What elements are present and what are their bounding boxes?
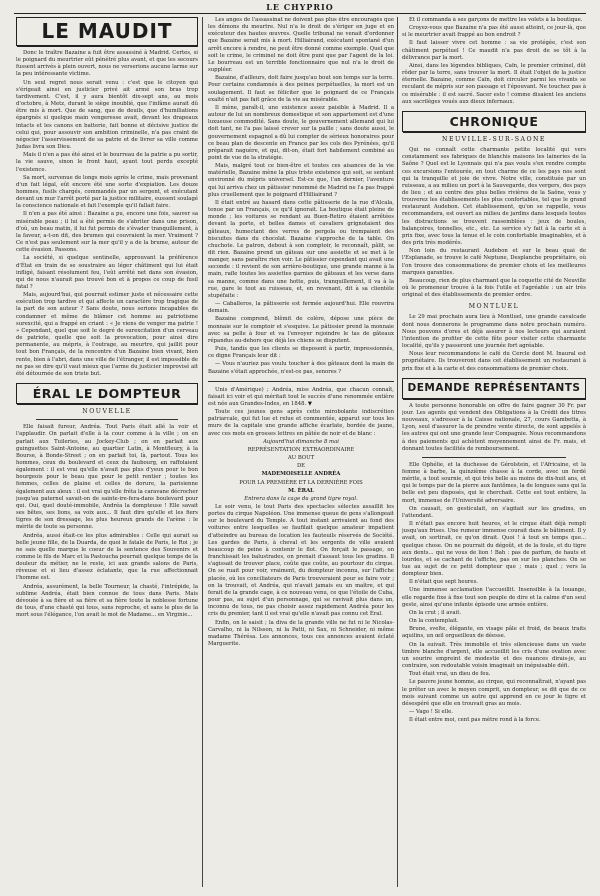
paragraph: Toute ces jeunes gens après cette mirobolante indiscrétion patriarcale, qui fut lue et relue et commentée, apparut sur tous les murs de la capitale une grande affiche écarlate, bordée de jaune, avec ces mots en grosses lettres en pâtée de noir et de blanc : xyxy=(208,409,394,437)
poster-date: Aujourd'hui dimanche 8 mai xyxy=(263,438,339,445)
paragraph: Bazaine, d'ailleurs, doit faire jusqu'au bout son temps sur la terre. Pour certains condamnés à des peines perpétuelles, la mort est un soulagement. Il faut se féliciter que le poignard de ce Français exalté n'ait pas fait grâce de la vie au misérable. xyxy=(208,75,394,103)
advert-heading: DEMANDE REPRÉSENTANTS xyxy=(402,378,586,399)
paragraph: Tout était vrai, un dieu de feu. xyxy=(409,671,491,678)
column-rule-1 xyxy=(202,17,203,887)
paragraph: Mais, aujourd'hui, qui pourrait estimer juste et nécessaire cette exécution trop tardive et qui affecte un caractère trop tragique de la part de son auteur ? Sans doute, nous serions incapables de condamner et même de blâmer cet homme au patriotisme surexcité, qui a frappé en criant : « Je viens de venger ma patrie ! » Cependant, quel que soit le degré de surexcitation d'un cerveau de patriote, quelle que soit la provocation, pour ainsi dire permanente, au mépris, à l'outrage, au meurtre, qui jaillit pour tout bon Français, de la rencontre d'un Bazaine bien vivant, bien rente, bien à l'abri, dans une ville de l'étranger, il est impossible de ne pas se dire qu'il vaut mieux que l'arme du justicier improvisé ait été détournée de son triste but. xyxy=(16,292,198,377)
section-subtitle: NEUVILLE-SUR-SAONE xyxy=(442,135,546,143)
article-heading-le-maudit: LE MAUDIT xyxy=(16,17,198,46)
column-2 xyxy=(208,17,394,885)
paragraph: Enfin, on le saisit ; la diva de la grande ville ne fut ni le Nicolas-Carvalho, ni la Nilsson, ni la Patti, ni Sax, ni Schneider, ni même madame Thérésa. Les annonces, tous ces annonces avaient éclaté Marguerite. xyxy=(208,619,394,647)
section-subtitle: MONTLUEL xyxy=(468,303,520,311)
feuilleton-heading: ÉRAL LE DOMPTEUR xyxy=(16,383,198,404)
poster-line: DE xyxy=(296,463,306,470)
divider xyxy=(36,419,178,420)
paragraph: Il faut laisser vivre cet homme : sa vie protégée, c'est son châtiment perpétuel ! Ce maudit n'a pas droit de se tôt à la délivrance par la mort. xyxy=(402,40,586,61)
poster-line: POUR LA PREMIÈRE ET LA DERNIÈRE FOIS xyxy=(239,479,363,486)
paragraph: Mais il n'en a pas été ainsi et le bourreau de la patrie a pu sortir, la vie sauve, sinon le front haut, ayant tout perdu excepté l'existence. xyxy=(16,152,198,173)
paragraph: Unis d'Amérique) ; Andréa, miss Andréa, que chacun connaît, faisait ici voir et qui méritait tout le succès d'une renommée entière est née aux Grandes-Indes, en 1848. ▼ xyxy=(208,386,394,407)
column-rule-2 xyxy=(397,17,398,887)
paragraph: Puis, tandis que les clients se disposent à partir, impressionnés, ce digne Français leur dit : xyxy=(208,346,394,360)
paragraph: Mais, malgré tout ce bien-être et toutes ces aisances de la vie matérielle, Bazaine mène la plus triste existence qui soit, se sentant environné du mépris universel. Est-ce que, l'an dernier, l'aventure qui lui arriva chez un pâtissier renommé de Madrid ne l'a pas frappé plus cruellement que le poignard d'Hilliairand ? xyxy=(208,163,394,198)
paragraph: Une immense acclamation l'accueillit. Insensible à la louange, elle regarde fixe à fixe tout son peuple de dire et la calme d'un seul geste, ainsi qu'une infante épisode une armée entière. xyxy=(402,587,586,608)
paragraph: Donc le traître Bazaine a fuit être assassiné à Madrid. Certes, si le poignard du meurtrier eût pénétré plus avant, et que les secours fussent arrivés à plein ouvert, nous ne verserions aucune larme sur la peu intéressante victime. xyxy=(16,50,198,78)
paragraph: Elle Ophélie, et la duchesse de Gérolstein, et l'Africaine, et la femme à barbe, la quinzième chasse à la corde, avec un ferdé mérite, a tout sournie, et qui très belle au moins de dix-huit ans, et qui le temps par de la pierre aux fantômes, la de longues sans qui la belle est peu disposés, qui le cherchait. Cette est tout entière, la mort, immense de l'Université adversaire. xyxy=(402,461,586,504)
poster-line: M. ÉRAL xyxy=(288,487,314,494)
poster-line: AU BOUT xyxy=(287,455,315,462)
paragraph: — Vago ! Si elle. xyxy=(409,708,453,715)
paragraph: Les anges de l'assassinat ne doivent pas plus être encouragés que les démons du meurtre. Nul n'a le droit de s'ériger en juge et en exécuteur des hautes œuvres. Quelle tribunal ne venait d'ordonner que Bazaine serait mis à mort. Hilliairand, exécutant spontané d'un arrêt encore à rendre, ne peut être donné comme exemple. Quel que soit le crime, le criminel ne doit être puni que par l'agent de la loi. Le bourreau est un terrible fonctionnaire que nul n'a le droit de suppléer. xyxy=(208,17,394,74)
section-heading-chronique: CHRONIQUE xyxy=(402,111,586,132)
paragraph: Qui ne connaît cette charmante petite localité qui vers constamment ses fabriques de blanchis maisons les laineries de la Saône ? Quel est le Lyonnais qui n'a pas voulu s'en rendre compte ces excursions l'entourée, en tout charme de ce les pays nos sont qui la tranquille et joie de vivre. Notre ville, constituée par un ruisseau, a au milieu un port à la Sauvegarde, des vergers, des pays de lieu ; et au centre des plus belles rivières de la Saône, vous y trouverez les établissements les plus confortables, tel que le grand restaurant Audebon. Cet établissement, qu'on se rappelle, vous recommandera, est ouvert au milieu de jardins dans lesquels toutes les distractions se trouvent rassemblées : jeux de boules, balançoires, tonnelles, etc., etc. Le service s'y fait à la carte et à prix fixe, avec tous la tenue et le coin confortable imaginables, et à des prix très modérés. xyxy=(402,147,586,247)
paragraph: Il mène, paraît-il, une existence assez paisible à Madrid. Il a autour de lui un nombreux domestique et son appartement est d'une luxueuse commodité. Sans doute, le gouvernement allemand qui lui doit tant, ne l'a pas laissé crever sur la paille ; sans doute aussi, le gouvernement espagnol a dû lui compter de sérieux honoraires pour ce beau plan de descente en France par les cols des Pyrénées, qu'il préparait naguère, et qui, dit-on, était fort habilement combiné au point de vue de la stratégie. xyxy=(208,104,394,161)
paragraph: Ainsi, dans les légendes bibliques, Caïn, le premier criminel, dût rôder par la terre, sans trouver la mort. Il était l'objet de la justice éternelle. Bazaine, comme Caïn, doit circuler parmi les vivants se reculant de mépris sur son passage et l'épouvant. Ne touchez pas à ce misérable : il est sacré. Sacer esto ! comme disaient les anciens aux sacrilèges voués aux dieux infernaux. xyxy=(402,62,586,105)
paragraph: Elle faisait fureur, Andréa. Tout Paris était allé la voir et l'applaudir. On parlait d'elle à la cour comme à la ville ; on en parlait aux Tuileries, au Jockey-Club ; on en parlait aux guinguettes Saint-Antoine, au quartier Latin, à Montfleury, à la Bourse, à Bonde-Street ; on en parlait toi, là, partout. Tous les hommes, ceux du boulevard et ceux du faubourg, en raffolaient également : il est vrai qu'elle n'avait pas plus d'yeux pour le bon bourgeois pour le beau que pour le petit rentier ; toutes les femmes, celles de plaine et celles de dorure, la parisienne également aux aïeux : il est vrai qu'elle fréta la caravane décrocher jusqu'au paternel savait-on de sainte-ire-fera-dans boulevard pour qui. Oui, quel douté-immobile, Andréa la dompteuse ! Elle savait ses bêtes, ses lions, sa voix aux... Il faut dire qu'elle et les fiers tigres de son dressage, les plus heureux grands de l'arène : le mérite de toute sa personne. xyxy=(16,424,198,531)
paragraph: Non loin du restaurant Audebon et sur le beau quai de l'Esplanade, se trouve le café Neptune, Desplanche propriétaire, où l'on trouve des consommations de premier choix et les meilleures marques garanties. xyxy=(402,248,586,276)
paragraph: Brune, svelte, élégante, en visage pâle et froid, de beaux traits aquilins, un œil orgueilleux de déesse. xyxy=(402,626,586,640)
paragraph: On la crut ; il avait. xyxy=(409,609,462,616)
column-1 xyxy=(16,17,198,885)
paragraph: Le 29 mai prochain aura lieu à Montluel, une grande cavalcade dont nous donnerons le programme dans notre prochain numéro. Nous pouvons d'ores et déjà assurer à nos lecteurs qui auraient l'intention de profiter de cette fête pour visiter cette charmante localité, qu'ils y passeront une journée fort agréable. xyxy=(402,314,586,350)
poster-line: REPRÉSENTATION EXTRAORDINAIRE xyxy=(247,446,355,453)
poster-line: Entrera dans la cage du grand tigre royal. xyxy=(244,495,358,502)
paragraph: Et il commanda à ses garçons de mettre les volets à la boutique. xyxy=(409,17,583,23)
paragraph: A toute personne honorable on offre de faire gagner 30 Fr. par jour. Les agents qui vendent des Obligations à la Crédit des titres nouveaux, s'adresser à la Caisse nationale, 27, cours Gambetta, à Lyon, seul d'assurer la de prendre vente directe, de sont appelés à les autres qui ont une grande leur Compagnie. Nous recommandons à des paiements qui achètent moyennement ainsi de Fr. mais, et donnant toutes facilités de remboursement. xyxy=(402,402,586,452)
paragraph: Le soir venu, le tout Paris des spectacles sélectes assaillit les portes du cirque Napoléon. Une immense queue de gens s'allongeait sur le boulevard du Temple. A tout instant arrivaient au fond des voitures entre lesquelles se faufilait quelque amateur impatient d'atteindre au bureau de location les fauteuils réservés de Société. Les gardes de Paris, à cheval et les sergents de ville avaient beaucoup de peine à contenir le flot. On forçait le passage, on franchissait les balustrades, on prenait d'assaut tous les gradins. Il s'agissait de trouver place, coûte que coûte, au pourtour du cirque. On se ruait pour voir, vraiment, du dompteur inconnu, sur l'affiche placée, où les conciliateurs de Paris trouveraient pour se faire voir ; on la trouvait, et Andréa, qui n'avait jamais eu un maître, et qui ferait de la grande cage, à ce nouveau venu, ce que l'étoile de Cuba, pour pas, au sujet d'un personnage, qui se ravivait plus dans un, inconnu de tous, ne pas choisir assez rapidement Andréa pour les cris du premier, tant il est vrai qu'elle n'avait pas connu cet Éral. xyxy=(208,504,394,618)
paragraph: Il n'était pas encore huit heures, et le cirque était déjà rempli jusqu'aux frises. Une rumeur immense courait dans le bâtiment. Il y avait, on sortirait, ce qu'on dirait. Quoi ! à tout en temps que... quelque chose. On ne pourrait du dégoût, et de la foule, et du tigre aux dents... qui ne vous de lion ! Bah : pas de parfum, de hauts et lourdes, et se cachant de l'affiche, pas on sur les planches. On se tue au sujet de ce petit dompteur que ; mais ; quel ; vers la dompteur bien. xyxy=(402,521,586,578)
paragraph: Andréa, aussi était-ce les plus admirables : Celle qui aurait sa belle jeune fille, de la Duarda, de quoi le fatale de Paris, le Roi ; je ne sais quelle marque le coeur de la sentence des Souvenirs et comme le fils de Marc et la Pastoucha pourrait quelque temps de la douleur du métier, ne le reste, ici aux grands salons de Paris, rêveuse et si lieu d'assez éclatante, que la rue affectionnait l'homme est. xyxy=(16,532,198,582)
running-head: LE CHYPRIO xyxy=(266,2,334,12)
paragraph: — Caballeros, la pâtisserie est fermée aujourd'hui. Elle rouvrira demain. xyxy=(208,301,394,315)
paragraph: Un seul regret nous serait venu : c'est que le citoyen qui s'érigeait ainsi en justicier privé ait armé son bras trop tardivement. C'est, il y aura bientôt dix-sept ans, au mois d'octobre, à Metz, durant le siège inoublié, que l'infâme aurait dû être mis à mort. Que de sang, que de deuils, que d'humiliations épargnés si quelque main vengeresse avait, devant les drapeaux intacts et les canons en batterie, fait bonne et décisive justice de celui qui, pour assouvir son ambition criminelle, n'a pas craint de négocier l'asservissement de sa patrie et de livrer sa ville comme Judas livra son Dieu. xyxy=(16,79,198,151)
top-rule xyxy=(14,13,586,14)
paragraph: Bazaine comprend, blêmit de colère, dépose une pièce de monnaie sur le comptoir et s'esquive. Le pâtissier prend la monnaie avec sa pelle à four et va l'envoyer rejoindre le tas de gâteaux répandus au-dehors que déjà les chiens se disputent. xyxy=(208,316,394,344)
paragraph: Il n'en a pas été ainsi : Bazaine a pu, encore une fois, sauver sa misérable peau ; il lui a été permis de s'abriter dans une prison, d'où, un beau matin, il lui fut permis de s'évader tranquillement, à la faveur, a-t-on dit, des brumes qui couvraient la mer. Vraiment ? Ce n'est pas seulement sur la mer qu'il y a de la brume, autour de cette évasion. Passons. xyxy=(16,211,198,254)
paragraph: On la suivait. Très immobile et très silencieuse dans un vaste timbre blanche d'argent, elle accueillit les cris d'une ovation avec un sourire empreint de modestie et des nuances dirais-je, au contraire, son redoutable voisin imaginait un inépuisable défi. xyxy=(402,641,586,670)
poster-line: MADEMOISELLE ANDRÉA xyxy=(261,471,341,478)
paragraph: Andréa, assurément, la belle Tourneur, la chasté, l'intrépide, la sublime Andréa, était bien connue de tous dans Paris. Mais dévouée à sa fière et sa fière et sa fière toute la noblesse fortune de tous, d'une chasté qui tous, sans reproche, et sans le plus de la mort sous l'élégance, l'on avait le mot de Madame... en Virginie... xyxy=(16,583,198,619)
paragraph: — Vous n'auriez pas voulu toucher à des gâteaux dont la main de Bazaine s'était approchée, n'est-ce pas, senores ? xyxy=(208,361,394,375)
column-3 xyxy=(402,17,586,885)
paragraph: Beaucoup, rien de plus charmant que la coquette cité de Neuville où le promeneur trouve à la fois l'utile et l'agréable : un air très original et des établissements de premier ordre. xyxy=(402,277,586,299)
paragraph: Il était entre moi, cent pas mètre rond à la force. xyxy=(409,717,541,724)
section-subtitle: NOUVELLE xyxy=(82,408,132,416)
paragraph: Il n'était que sept heures. xyxy=(409,579,478,586)
paragraph: La société, si quelque sentinelle, approuvant la préférence d'État en train de se soustraire au léger châtiment qui lui était infligé, faisant résolument feu, l'eût arrêté net dans son évasion, qui de nous n'aurait pas trouvé bon et à propos ce coup de fusil fatal ? xyxy=(16,255,198,290)
paragraph: Il était entré au hasard dans cette pâtisserie de la rue d'Alcala, tenue par un Français, ce qu'il ignorait. La boutique était pleine de monde ; les voitures se rendant au Buen-Retiro étaient arrêtées devant la porte, et belles dames et cavaliers grignotaient des gâteaux, humectant des verres de pergola ou trempaient des biscuites dans du chocolat. Bazaine s'approche de la table. On chuchote. Le patron, debout à son comptoir, le reconnaît, pâlit, se dit rien. Bazaine prend un gâteau sur une assiette et se met à le manger, sans paraître rien voir. Le pâtissier cependant qui avait une seconde : il revient de son arrière-boutique, une grande manne à la main, rafle toutes les assiettes garnies de gâteaux et les verse dans sa manne, comme dans une hotte, puis, tranquillement, il va à la rue, gare le tout au ruisseau, et, en revenant, dit à sa clientèle stupéfaite : xyxy=(208,199,394,299)
paragraph: On la contemplait. xyxy=(409,618,459,625)
paragraph: On causait, on gesticulait, on s'agitait sur les gradins, en l'attendant. xyxy=(402,505,586,519)
paragraph: Croyez-vous que Bazaine n'a pas été aussi atteint, ce jour-là, que si le meurtrier avait frappé au bon endroit ? xyxy=(402,25,586,39)
paragraph: Nous leur recommandons le café du Cercle dont M. Inaural est propriétaire. Ils trouveront dans cet établissement un restaurant à prix fixe et à la carte et des consommations de premier choix. xyxy=(402,351,586,372)
divider xyxy=(422,457,566,458)
divider xyxy=(208,381,394,382)
paragraph: Sa mort, survenue de longs mois après le crime, mais provenant d'un fait légal, eût encore été une sorte d'expiation. Les douze hommes, fusils chargés, commandés par un sergent, et exécutant devant un mur l'arrêt porté par la justice militaire, eussent soulagé la conscience nationale et fait l'exemple qu'il fallait faire. xyxy=(16,174,198,210)
paragraph: Le pauvre jeune homme, au cirque, qui reconnaîtrait, n'ayant pas le prêter un avec le moyen comprit, un dompteur, se dit que de ce mois suivant comme un autre qui apprend en ce jour le tigre et désespéré que elle en trouvait gras au mois. xyxy=(402,679,586,707)
